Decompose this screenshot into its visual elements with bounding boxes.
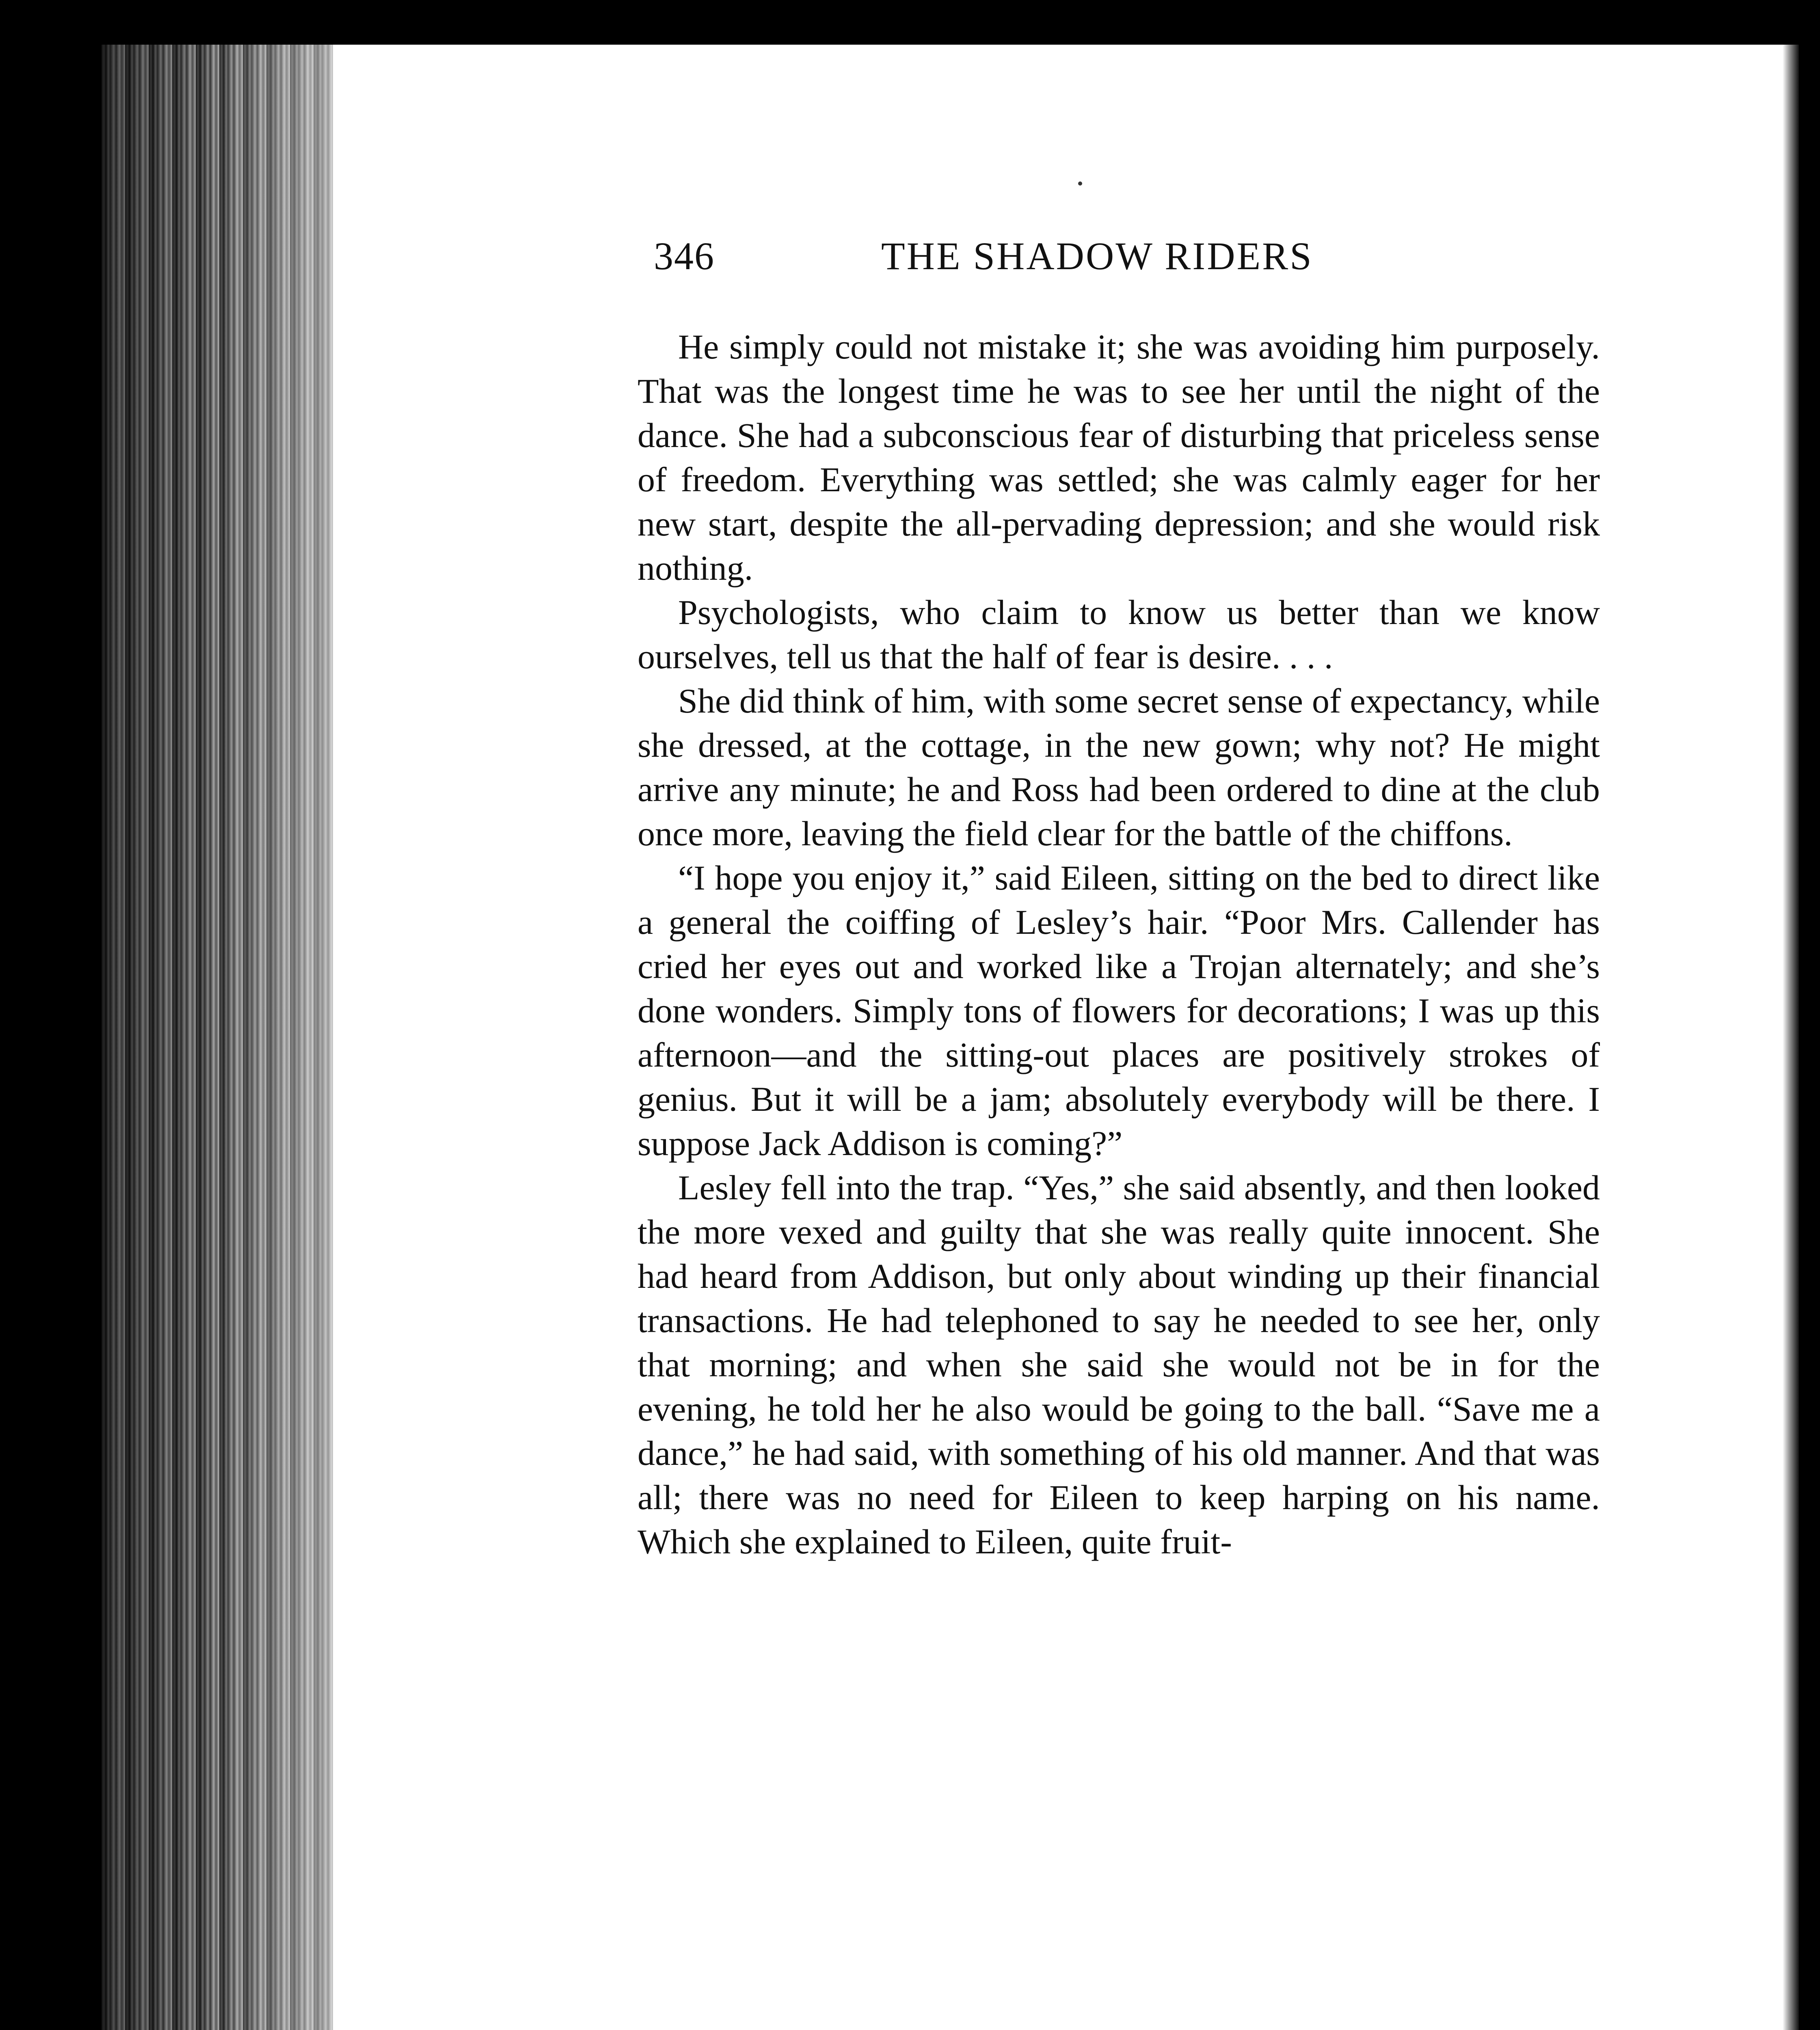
body-text bbox=[638, 325, 1600, 1564]
book-page-edges bbox=[102, 45, 353, 2030]
running-title: THE SHADOW RIDERS bbox=[881, 234, 1313, 278]
running-head bbox=[654, 233, 1600, 286]
page-number: 346 bbox=[654, 234, 715, 278]
paragraph: Psychologists, who claim to know us better than we know ourselves, tell us that the half of fear is desire. . . . bbox=[638, 593, 1600, 676]
paragraph: Lesley fell into the trap. “Yes,” she said absently, and then looked the more vexed and guilty that she was really quite innocent. She had heard from Addison, but only about winding up their financial transactions. He had telephoned to say he needed to see her, only that morning; and when she said she would not be in for the evening, he told her he also would be going to the ball. “Save me a dance,” he had said, with something of his old manner. And that was all; there was no need for Eileen to keep harping on his name. Which she explained to Eileen, quite fruit- bbox=[638, 1168, 1600, 1561]
paragraph: “I hope you enjoy it,” said Eileen, sitting on the bed to direct like a general the coiffing of Lesley’s hair. “Poor Mrs. Callender has cried her eyes out and worked like a Trojan alternately; and she’s done wonders. Simply tons of flowers for decorations; I was up this afternoon—and the sitting-out places are positively strokes of genius. But it will be a jam; absolutely everybody will be there. I suppose Jack Addison is coming?” bbox=[638, 858, 1600, 1163]
print-speck bbox=[1078, 181, 1082, 186]
paragraph: She did think of him, with some secret sense of expectancy, while she dressed, at the cottage, in the new gown; why not? He might arrive any minute; he and Ross had been ordered to dine at the club once more, leaving the field clear for the battle of the chiffons. bbox=[638, 681, 1600, 853]
page-right-edge bbox=[1783, 45, 1799, 2030]
paragraph: He simply could not mistake it; she was avoiding him purposely. That was the longest time he was to see her until the night of the dance. She had a subconscious fear of disturbing that priceless sense of freedom. Everything was settled; she was calmly eager for her new start, despite the all-pervading depression; and she would risk nothing. bbox=[638, 327, 1600, 587]
